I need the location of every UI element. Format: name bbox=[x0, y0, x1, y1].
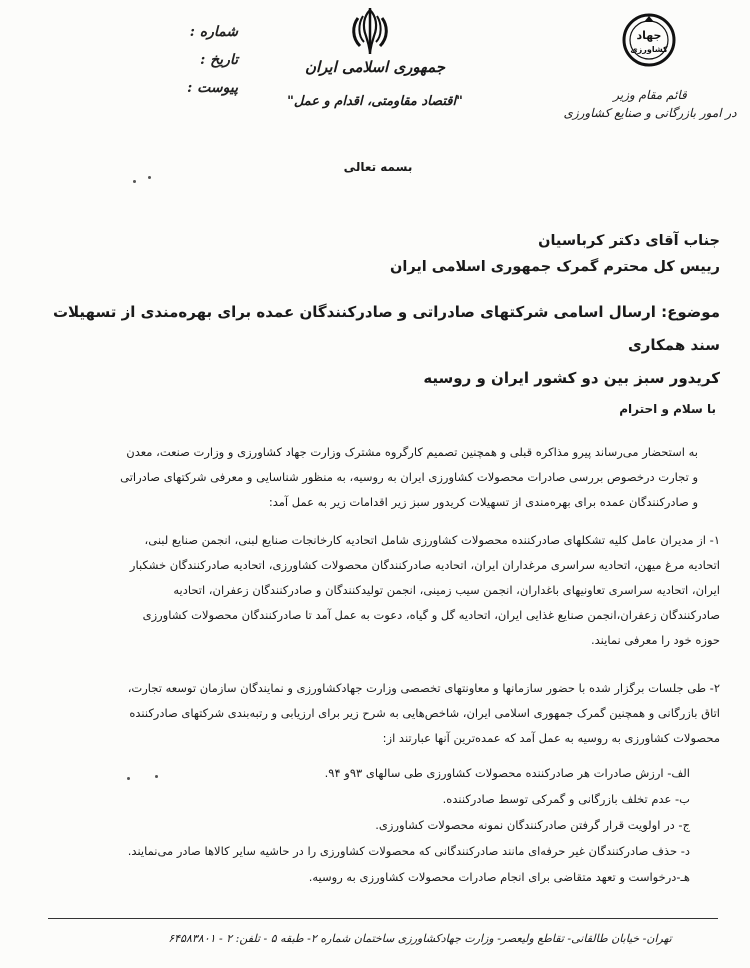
salutation: با سلام و احترام bbox=[619, 402, 716, 416]
subject-block bbox=[30, 296, 720, 395]
addressee-name: جناب آقای دکتر کرباسیان bbox=[538, 233, 720, 249]
list-item: ج- در اولویت قرار گرفتن صادرکنندگان نمونه محصولات کشاورزی. bbox=[375, 818, 690, 832]
attachment-field-label: پیوست : bbox=[187, 80, 238, 96]
number-field-label: شماره : bbox=[189, 24, 238, 40]
body-line: حوزه خود را معرفی نمایند. bbox=[590, 633, 720, 647]
addressee-title: رییس کل محترم گمرک جمهوری اسلامی ایران bbox=[389, 259, 720, 275]
ministry-logo bbox=[614, 12, 684, 68]
paragraph-2 bbox=[30, 676, 720, 751]
body-line: و صادرکنندگان عمده برای بهره‌مندی از تسهیلات کریدور سبز زیر اقدامات زیر به عمل آمد: bbox=[268, 495, 698, 509]
letter-meta-fields bbox=[148, 18, 238, 102]
footer-divider bbox=[48, 918, 718, 919]
list-item: الف- ارزش صادرات هر صادرکننده محصولات کشاورزی طی سالهای ۹۳و ۹۴. bbox=[324, 766, 690, 780]
addressee-block bbox=[40, 228, 720, 280]
scan-speck bbox=[148, 176, 151, 179]
body-line: محصولات کشاورزی به روسیه به عمل آمد که عمده‌ترین آنها عبارتند از: bbox=[382, 731, 720, 745]
scan-speck bbox=[133, 180, 136, 183]
bismillah: بسمه تعالی bbox=[343, 160, 413, 174]
list-item: د- حذف صادرکنندگان غیر حرفه‌ای مانند صادرکنندگانی که محصولات کشاورزی را در حاشیه سایر کالاها صادر می‌نمایند. bbox=[127, 844, 690, 858]
deputy-title-line1: قائم مقام وزیر bbox=[613, 88, 687, 102]
subject-line: کریدور سبز بین دو کشور ایران و روسیه bbox=[423, 369, 720, 387]
body-line: صادرکنندگان زعفران،انجمن صنایع غذایی ایران، اتحادیه گل و گیاه، دعوت به عمل آمد تا صادرکنندگان محصولات کشاورزی bbox=[142, 608, 720, 622]
slogan: "اقتصاد مقاومتی، اقدام و عمل" bbox=[287, 94, 463, 109]
criteria-list bbox=[50, 760, 690, 890]
deputy-title-line2: در امور بازرگانی و صنایع کشاورزی bbox=[563, 106, 737, 120]
body-line: اتحادیه مرغ میهن، اتحادیه سراسری مرغداران ایران، اتحادیه صادرکنندگان محصولات کشاورزی، اتحادیه صادرکنندگان خشکبار bbox=[129, 558, 720, 572]
svg-text:کشاورزی: کشاورزی bbox=[630, 45, 668, 54]
list-item: ب- عدم تخلف بازرگانی و گمرکی توسط صادرکننده. bbox=[442, 792, 690, 806]
body-line: ایران، اتحادیه سراسری تعاونیهای باغداران، انجمن سیب زمینی، انجمن تولیدکنندگان و صادرکنندگان زعفران، اتحادیه bbox=[173, 583, 720, 597]
body-line: اتاق بازرگانی و همچنین گمرک جمهوری اسلامی ایران، شاخص‌هایی به شرح زیر برای ارزیابی و رتبه‌بندی شرکتهای صادرکننده bbox=[129, 706, 720, 720]
list-item: هـ-درخواست و تعهد متقاضی برای انجام صادرات محصولات کشاورزی به روسیه. bbox=[308, 870, 690, 884]
body-line: و تجارت درخصوص بررسی صادرات محصولات کشاورزی ایران به روسیه، به منظور شناسایی و معرفی شرکتهای صادراتی bbox=[120, 470, 698, 484]
iran-emblem-icon bbox=[344, 6, 396, 56]
body-line: به استحضار می‌رساند پیرو مذاکره قبلی و همچنین تصمیم کارگروه مشترک وزارت جهاد کشاورزی و وزارت صنعت، معدن bbox=[126, 445, 698, 459]
intro-paragraph bbox=[30, 440, 720, 515]
government-title: جمهوری اسلامی ایران bbox=[304, 58, 446, 76]
date-field-label: تاریخ : bbox=[200, 52, 238, 68]
svg-text:جهاد: جهاد bbox=[636, 29, 662, 42]
deputy-title bbox=[560, 86, 740, 122]
footer-address: تهران- خیابان طالقانی- تقاطع ولیعصر- وزارت جهادکشاورزی ساختمان شماره ۲- طبقه ۵ - تلفن: ۲ - ۶۴۵۸۳۸۰۱ bbox=[168, 932, 672, 945]
paragraph-1 bbox=[30, 528, 720, 653]
body-line: ۲- طی جلسات برگزار شده با حضور سازمانها و معاونتهای تخصصی وزارت جهادکشاورزی و نمایندگان سازمان توسعه تجارت، bbox=[127, 681, 720, 695]
body-line: ۱- از مدیران عامل کلیه تشکلهای صادرکننده محصولات کشاورزی شامل اتحادیه کارخانجات صنایع لبنی، انجمن صنایع لبنی، bbox=[144, 533, 720, 547]
subject-line: موضوع: ارسال اسامی شرکتهای صادراتی و صادرکنندگان عمده برای بهره‌مندی از تسهیلات سند همکاری bbox=[52, 303, 720, 354]
